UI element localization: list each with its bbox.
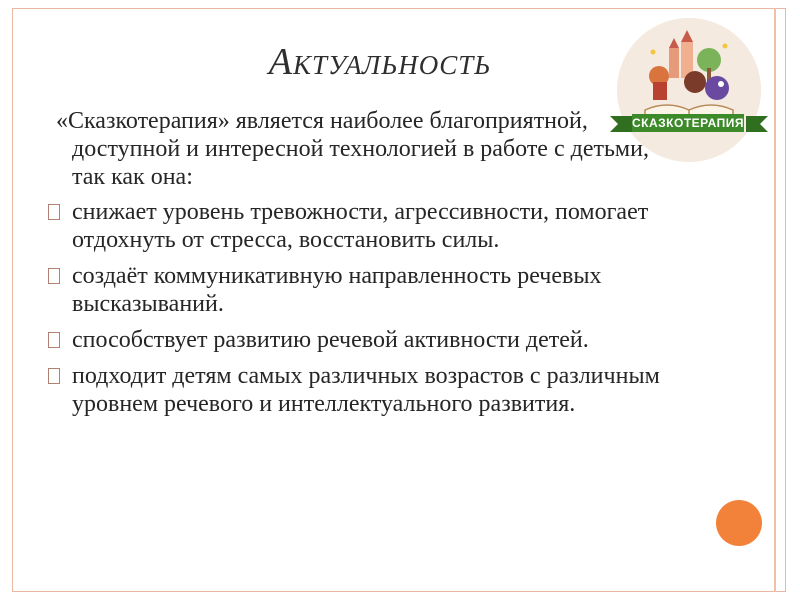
frame-right-rule [774, 8, 776, 592]
bullet-item [38, 362, 678, 418]
bullet-text: подходит детям самых различных возрастов с различным уровнем речевого и интеллектуального развития. [72, 363, 660, 417]
bullet-item [38, 262, 678, 318]
bullet-box-icon [48, 268, 60, 284]
bullet-text: снижает уровень тревожности, агрессивности, помогает отдохнуть от стресса, восстановить силы. [72, 199, 649, 253]
bullet-text: способствует развитию речевой активности детей. [72, 327, 589, 353]
bullet-box-icon [48, 332, 60, 348]
slide-title: Актуальность [268, 41, 492, 83]
logo-banner-text: СКАЗКОТЕРАПИЯ [632, 116, 744, 130]
intro-paragraph: «Сказкотерапия» является наиболее благоприятной, доступной и интересной технологией в работе с детьми, так как она: [56, 108, 649, 190]
bullet-box-icon [48, 368, 60, 384]
slide-body [38, 107, 678, 426]
bullet-text: создаёт коммуникативную направленность речевых высказываний. [72, 263, 602, 317]
bullet-item [38, 326, 678, 354]
decorative-orange-circle [716, 500, 762, 546]
bullet-box-icon [48, 204, 60, 220]
bullet-item [38, 198, 678, 254]
